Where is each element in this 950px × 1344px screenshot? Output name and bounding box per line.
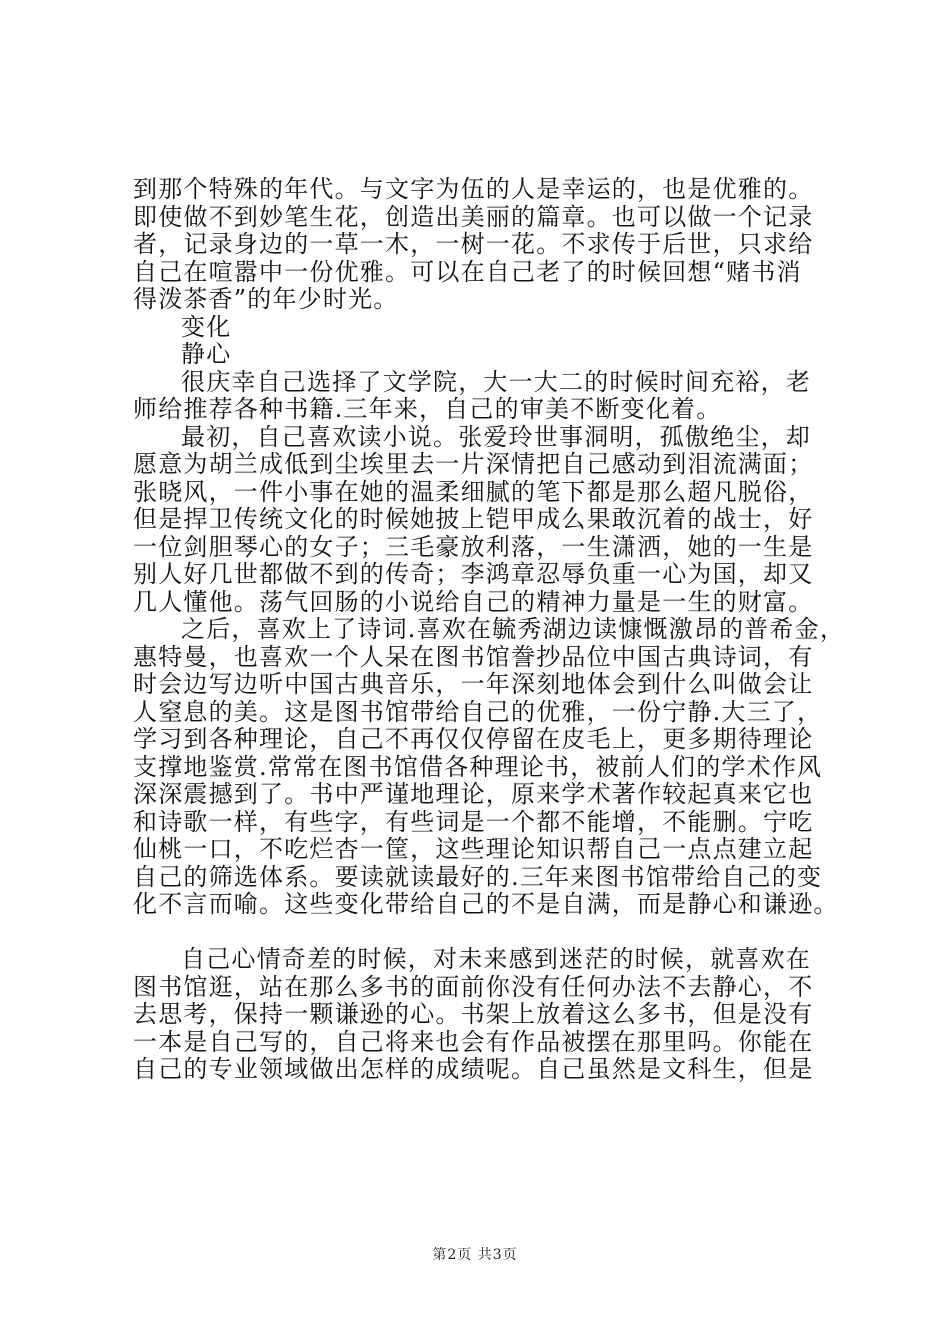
text-line: 学习到各种理论，自己不再仅仅停留在皮毛上，更多期待理论: [133, 725, 814, 753]
text-line: 一位剑胆琴心的女子；三毛豪放利落，一生潇洒，她的一生是: [133, 532, 814, 561]
text-line: 得泼茶香”的年少时光。: [133, 285, 399, 313]
text-line: 很庆幸自己选择了文学院，大一大二的时候时间充裕，老: [181, 367, 811, 396]
text-line: 自己在喧嚣中一份优雅。可以在自己老了的时候回想“赌书消: [133, 257, 802, 286]
text-line: 深深震撼到了。书中严谨地理论，原来学术著作较起真来它也: [133, 780, 814, 808]
text-line: 者，记录身边的一草一木，一树一花。不求传于后世，只求给: [133, 230, 814, 258]
text-line: 愿意为胡兰成低到尘埃里去一片深情把自己感动到泪流满面；: [133, 450, 814, 478]
text-line: 张晓风，一件小事在她的温柔细腻的笔下都是那么超凡脱俗，: [133, 477, 814, 506]
text-line: 别人好几世都做不到的传奇；李鸿章忍辱负重一心为国，却又: [133, 560, 814, 588]
text-line: 一本是自己写的，自己将来也会有作品被摆在那里吗。你能在: [133, 1027, 814, 1056]
text-line: 时会边写边听中国古典音乐，一年深刻地体会到什么叫做会让: [133, 670, 814, 698]
text-line: 仙桃一口，不吃烂杏一筐，这些理论知识帮自己一点点建立起: [133, 835, 814, 863]
text-line: 人窒息的美。这是图书馆带给自己的优雅，一份宁静.大三了，: [133, 697, 823, 726]
text-line: 最初，自己喜欢读小说。张爱玲世事洞明，孤傲绝尘，却: [181, 422, 811, 451]
page-footer: 第2页 共3页: [432, 1247, 518, 1263]
blank-line: [133, 919, 853, 947]
text-line: 支撑地鉴赏.常常在图书馆借各种理论书，被前人们的学术作风: [133, 752, 823, 781]
text-line: 几人懂他。荡气回肠的小说给自己的精神力量是一生的财富。: [133, 587, 814, 616]
document-body: [133, 176, 853, 1084]
text-line: 但是捍卫传统文化的时候她披上铠甲成么果敢沉着的战士，好: [133, 505, 814, 533]
text-line: 变化: [181, 312, 232, 341]
text-line: 和诗歌一样，有些字，有些词是一个都不能增，不能删。宁吃: [133, 807, 814, 836]
text-line: 师给推荐各种书籍.三年来，自己的审美不断变化着。: [133, 395, 722, 423]
text-line: 自己心情奇差的时候，对未来感到迷茫的时候，就喜欢在: [181, 945, 811, 973]
text-line: 之后，喜欢上了诗词.喜欢在毓秀湖边读慷慨激昂的普希金，: [181, 615, 846, 643]
text-line: 图书馆逛，站在那么多书的面前你没有任何办法不去静心，不: [133, 972, 814, 1001]
text-line: 自己的专业领域做出怎样的成绩呢。自己虽然是文科生，但是: [133, 1055, 814, 1083]
text-line: 静心: [181, 340, 232, 368]
text-line: 即使做不到妙笔生花，创造出美丽的篇章。也可以做一个记录: [133, 202, 814, 231]
text-line: 去思考，保持一颗谦逊的心。书架上放着这么多书，但是没有: [133, 1000, 814, 1028]
text-line: 惠特曼，也喜欢一个人呆在图书馆誊抄品位中国古典诗词，有: [133, 642, 814, 671]
text-line: 自己的筛选体系。要读就读最好的.三年来图书馆带给自己的变: [133, 862, 823, 891]
text-line: 化不言而喻。这些变化带给自己的不是自满，而是静心和谦逊。: [133, 890, 839, 918]
text-line: 到那个特殊的年代。与文字为伍的人是幸运的，也是优雅的。: [133, 175, 814, 203]
